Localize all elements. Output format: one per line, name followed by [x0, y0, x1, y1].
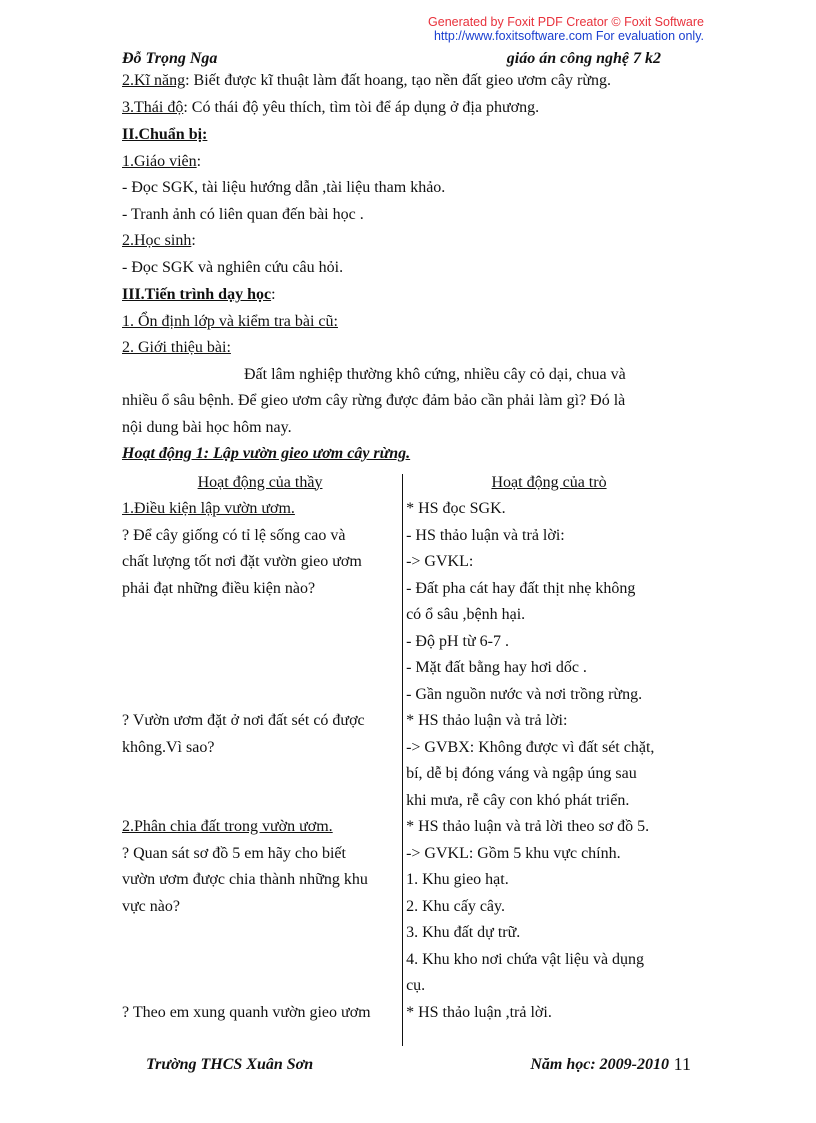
student-cell: -> GVBX: Không được vì đất sét chặt, — [406, 738, 655, 756]
student-cell: 3. Khu đất dự trữ. — [406, 924, 521, 941]
watermark — [404, 15, 704, 43]
teacher-heading — [122, 149, 692, 176]
student-cell: - Gần nguồn nước và nơi trồng rừng. — [406, 685, 643, 703]
page-header — [122, 50, 661, 70]
watermark-line-1: Generated by Foxit PDF Creator © Foxit Software — [428, 15, 704, 29]
teacher-cell: 1.Điều kiện lập vườn ươm. — [122, 500, 295, 517]
teacher-cell — [122, 920, 398, 947]
skills-text: : Biết được kĩ thuật làm đất hoang, tạo nền đất gieo ươm cây rừng. — [185, 72, 612, 89]
teacher-cell: ? Để cây giống có tỉ lệ sống cao và — [122, 526, 346, 544]
student-cell: -> GVKL: Gồm 5 khu vực chính. — [406, 844, 621, 862]
student-colon: : — [191, 232, 196, 249]
watermark-line-2: http://www.foxitsoftware.com For evaluation only. — [433, 29, 704, 43]
student-cell: * HS đọc SGK. — [406, 500, 506, 517]
skills-line — [122, 68, 692, 95]
student-cell: 1. Khu gieo hạt. — [406, 871, 509, 888]
intro-paragraph — [122, 362, 692, 442]
student-cell: bí, dễ bị đóng váng và ngập úng sau — [406, 765, 637, 782]
intro-line-1: Đất lâm nghiệp thường khô cứng, nhiều cây cỏ dại, chua và — [244, 365, 626, 383]
teacher-cell: ? Quan sát sơ đồ 5 em hãy cho biết — [122, 844, 346, 862]
process-heading — [122, 282, 692, 309]
student-column-header: Hoạt động của trò — [491, 473, 607, 491]
student-column — [398, 470, 692, 1027]
document-body — [122, 68, 692, 1026]
process-heading-colon: : — [271, 286, 276, 303]
teacher-cell — [122, 947, 398, 974]
teacher-label: 1.Giáo viên — [122, 152, 197, 170]
attitude-line — [122, 95, 692, 122]
footer-school: Trường THCS Xuân Sơn — [146, 1056, 314, 1073]
footer-year: Năm học: 2009-2010 — [530, 1056, 669, 1073]
page-number: 11 — [673, 1054, 691, 1074]
header-author: Đỗ Trọng Nga — [122, 50, 218, 67]
student-cell: * HS thảo luận và trả lời theo sơ đồ 5. — [406, 818, 650, 835]
teacher-cell — [122, 602, 398, 629]
teacher-item-1: - Đọc SGK, tài liệu hướng dẫn ,tài liệu tham khảo. — [122, 179, 446, 196]
teacher-cell: không.Vì sao? — [122, 738, 215, 756]
attitude-label: 3.Thái độ — [122, 98, 184, 116]
teacher-cell: vườn ươm được chia thành những khu — [122, 871, 368, 888]
student-cell: khi mưa, rễ cây con khó phát triển. — [406, 791, 630, 809]
process-step-1: 1. Ổn định lớp và kiểm tra bài cũ: — [122, 312, 338, 330]
activity-title: Hoạt động 1: Lập vườn gieo ươm cây rừng. — [122, 445, 411, 462]
student-cell: * HS thảo luận ,trả lời. — [406, 1003, 552, 1021]
table-divider — [402, 474, 403, 1046]
student-heading — [122, 228, 692, 255]
teacher-cell: vực nào? — [122, 897, 180, 915]
student-label: 2.Học sinh — [122, 232, 192, 249]
student-cell: - Đất pha cát hay đất thịt nhẹ không — [406, 579, 636, 597]
activity-table — [122, 470, 692, 1027]
intro-line-3: nội dung bài học hôm nay. — [122, 418, 292, 436]
teacher-cell: ? Theo em xung quanh vườn gieo ươm — [122, 1003, 371, 1021]
prep-heading: II.Chuẩn bị: — [122, 126, 208, 143]
teacher-column-header: Hoạt động của thầy — [197, 473, 323, 491]
skills-label: 2.Kĩ năng — [122, 72, 186, 89]
teacher-item-2: - Tranh ảnh có liên quan đến bài học . — [122, 205, 364, 223]
teacher-cell: chất lượng tốt nơi đặt vườn gieo ươm — [122, 553, 362, 570]
student-cell: có ổ sâu ,bệnh hại. — [406, 606, 526, 623]
teacher-cell: ? Vườn ươm đặt ở nơi đất sét có được — [122, 712, 365, 729]
teacher-column — [122, 470, 398, 1027]
teacher-cell — [122, 761, 398, 788]
student-cell: - Mặt đất bằng hay hơi dốc . — [406, 659, 587, 676]
process-heading-text: III.Tiến trình dạy học — [122, 286, 272, 303]
teacher-colon: : — [196, 152, 202, 170]
teacher-cell: phải đạt những điều kiện nào? — [122, 579, 316, 597]
student-cell: -> GVKL: — [406, 553, 474, 570]
student-cell: cụ. — [406, 977, 426, 994]
student-cell: - Độ pH từ 6-7 . — [406, 632, 509, 650]
teacher-cell — [122, 682, 398, 709]
student-item-1: - Đọc SGK và nghiên cứu câu hỏi. — [122, 258, 344, 276]
student-cell: 4. Khu kho nơi chứa vật liệu và dụng — [406, 950, 645, 968]
teacher-cell — [122, 788, 398, 815]
teacher-cell: 2.Phân chia đất trong vườn ươm. — [122, 818, 333, 835]
student-cell: 2. Khu cấy cây. — [406, 897, 505, 915]
process-step-2: 2. Giới thiệu bài: — [122, 339, 231, 356]
header-subject: giáo án công nghệ 7 k2 — [506, 50, 661, 67]
student-cell: - HS thảo luận và trả lời: — [406, 526, 565, 544]
teacher-cell — [122, 973, 398, 1000]
intro-line-2: nhiều ổ sâu bệnh. Để gieo ươm cây rừng được đảm bảo cần phải làm gì? Đó là — [122, 392, 626, 409]
student-cell: * HS thảo luận và trả lời: — [406, 712, 568, 729]
teacher-cell — [122, 629, 398, 656]
attitude-text: : Có thái độ yêu thích, tìm tòi để áp dụng ở địa phương. — [183, 98, 540, 116]
teacher-cell — [122, 655, 398, 682]
